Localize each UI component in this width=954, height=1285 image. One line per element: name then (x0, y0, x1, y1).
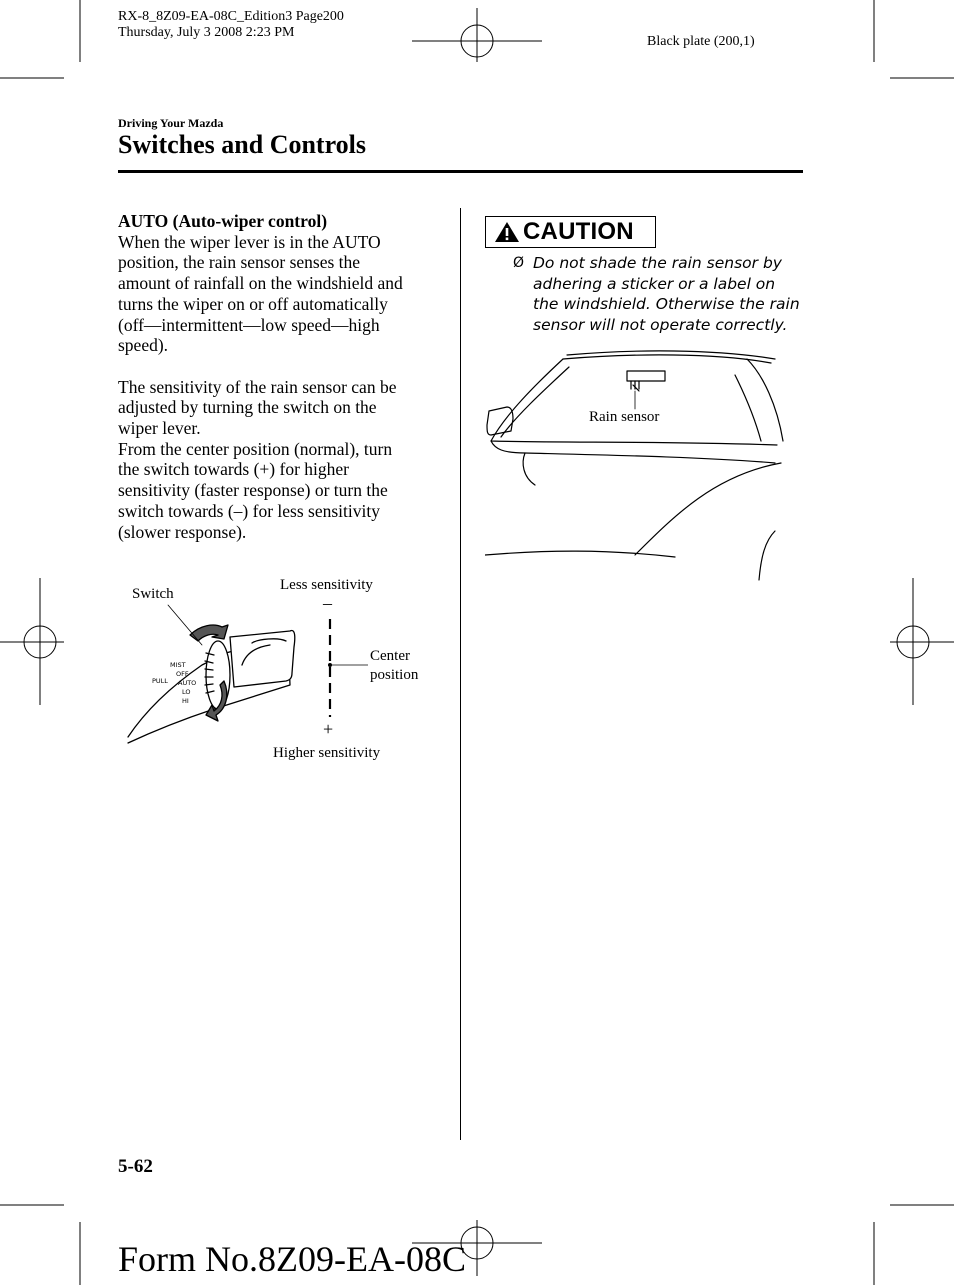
text-line: adjusted by turning the switch on the (118, 397, 377, 418)
form-number: Form No.8Z09-EA-08C (118, 1239, 466, 1279)
text-line: amount of rainfall on the windshield and (118, 273, 403, 294)
caution-title: CAUTION (523, 218, 634, 245)
page-title: Switches and Controls (118, 130, 367, 159)
lever-mark: HI (182, 697, 189, 705)
text-line: From the center position (normal), turn (118, 438, 393, 459)
caution-line: the windshield. Otherwise the rain (533, 295, 800, 314)
windshield-figure (485, 345, 785, 585)
doc-id: RX-8_8Z09-EA-08C_Edition3 Page200 (118, 9, 344, 24)
caution-line: adhering a sticker or a label on (533, 274, 776, 293)
lever-mark: LO (182, 688, 191, 696)
title-rule (118, 170, 803, 173)
caution-bullet: Ø (513, 255, 525, 271)
text-line: switch towards (–) for less sensitivity (118, 500, 380, 521)
warning-icon (494, 221, 520, 243)
print-timestamp: Thursday, July 3 2008 2:23 PM (118, 25, 295, 40)
label-switch: Switch (132, 586, 174, 602)
section-label: Driving Your Mazda (118, 116, 224, 130)
text-line: sensitivity (faster response) or turn the (118, 480, 388, 501)
text-line: (slower response). (118, 521, 247, 542)
caution-text (533, 253, 803, 336)
text-line: When the wiper lever is in the AUTO (118, 231, 381, 252)
text-line: the switch towards (+) for higher (118, 459, 349, 480)
text-line: wiper lever. (118, 418, 201, 439)
text-line: (off―intermittent―low speed―high (118, 314, 380, 335)
text-line: The sensitivity of the rain sensor can be (118, 376, 397, 397)
label-center-2: position (370, 667, 419, 683)
plate-label: Black plate (200,1) (647, 34, 755, 49)
lever-mark: AUTO (178, 679, 197, 687)
lever-mark: MIST (170, 661, 186, 669)
label-center-1: Center (370, 648, 410, 664)
label-plus: + (323, 719, 334, 739)
subheading-auto: AUTO (Auto-wiper control) (118, 211, 328, 231)
lever-mark: PULL (152, 677, 168, 685)
caution-line: Do not shade the rain sensor by (533, 254, 782, 272)
text-line: speed). (118, 335, 169, 356)
label-minus: – (323, 593, 332, 613)
caution-line: sensor will not operate correctly. (533, 316, 788, 335)
lever-mark: OFF (176, 670, 189, 678)
caution-header (485, 216, 656, 248)
label-less-sensitivity: Less sensitivity (280, 577, 373, 593)
text-line: position, the rain sensor senses the (118, 252, 361, 273)
column-divider (460, 208, 461, 1140)
page-number: 5-62 (118, 1156, 153, 1177)
label-rain-sensor: Rain sensor (589, 409, 660, 425)
text-line: turns the wiper on or off automatically (118, 293, 388, 314)
label-higher-sensitivity: Higher sensitivity (273, 745, 381, 761)
left-column-text (118, 211, 448, 542)
